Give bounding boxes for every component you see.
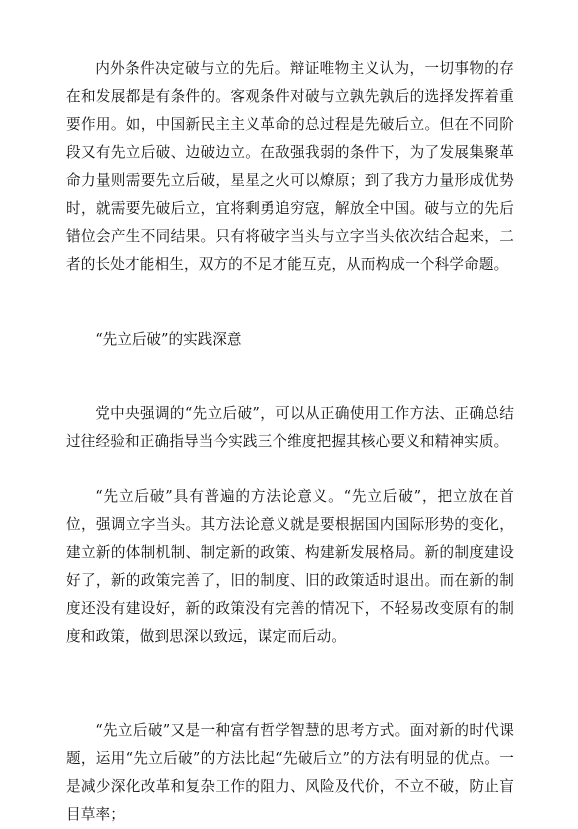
paragraph-central-committee: 党中央强调的“先立后破”，可以从正确使用工作方法、正确总结过往经验和正确指导当今实践三个维度把握其核心要义和精神实质。 bbox=[66, 405, 514, 450]
paragraph-methodology: “先立后破”具有普遍的方法论意义。“先立后破”，把立放在首位，强调立字当头。其方法论意义就是要根据国内国际形势的变化，建立新的体制机制、制定新的政策、构建新发展格局。新的制度建设好了，新的政策完善了，旧的制度、旧的政策适时退出。而在新的制度还没有建设好，新的政策没有完善的情况下，不轻易改变原有的制度和政策，做到思深以致远，谋定而后动。 bbox=[66, 488, 514, 645]
paragraph-conditions: 内外条件决定破与立的先后。辩证唯物主义认为，一切事物的存在和发展都是有条件的。客观条件对破与立孰先孰后的选择发挥着重要作用。如，中国新民主主义革命的总过程是先破后立。但在不同阶段又有先立后破、边破边立。在敌强我弱的条件下，为了发展集聚革命力量则需要先立后破，星星之火可以燎原；到了我方力量形成优势时，就需要先破后立，宜将剩勇追穷寇，解放全中国。破与立的先后错位会产生不同结果。只有将破字当头与立字当头依次结合起来，二者的长处才能相生，双方的不足才能互克，从而构成一个科学命题。 bbox=[66, 60, 514, 273]
paragraph-philosophy: “先立后破”又是一种富有哲学智慧的思考方式。面对新的时代课题，运用“先立后破”的方法比起“先破后立”的方法有明显的优点。一是减少深化改革和复杂工作的阻力、风险及代价，不立不破，防止盲目草率； bbox=[66, 722, 514, 823]
section-heading: “先立后破”的实践深意 bbox=[95, 331, 242, 348]
